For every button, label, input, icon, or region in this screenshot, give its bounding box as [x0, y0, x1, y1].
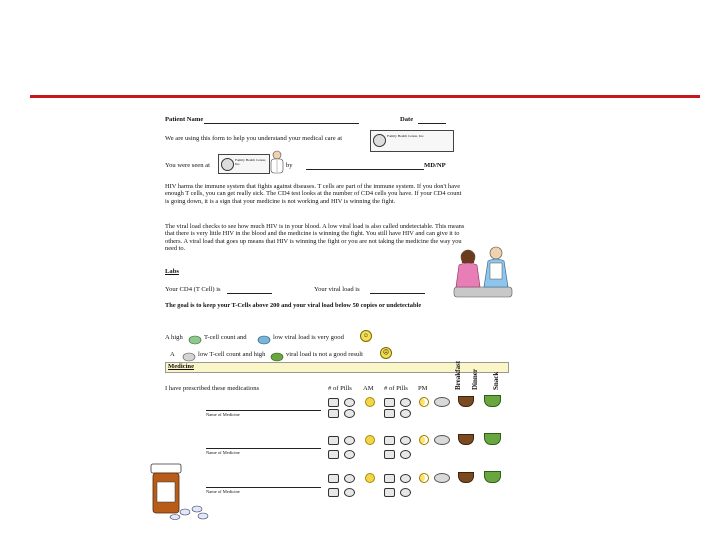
- pill-checkbox-am[interactable]: [328, 436, 339, 445]
- medicine-title: Medicine: [168, 363, 195, 370]
- pm-header: PM: [418, 385, 428, 392]
- sad-face-icon: ☹: [380, 347, 392, 359]
- moon-icon[interactable]: [419, 397, 429, 407]
- thumbs-up-icon: [188, 332, 202, 350]
- med-name-label: Name of Medicine: [206, 412, 240, 417]
- clinic-logo-small: [218, 154, 270, 174]
- breakfast-plate-icon[interactable]: [434, 473, 450, 483]
- immune-paragraph: HIV harms the immune system that fights against diseases. T cells are part of the immune system. If you don't have enough T cells, you can get really sick. The CD4 test looks at the number of CD4 cells you have. If your CD4 count is going down, it is a sign that your medicine is not working and HIV is winning the fight.: [165, 183, 462, 205]
- patient-name-label: Patient Name: [165, 116, 204, 123]
- breakfast-header: Breakfast: [454, 360, 462, 390]
- pill-checkbox-am[interactable]: [344, 398, 355, 407]
- clinic-seal-small-icon: [221, 158, 234, 171]
- dinner-bowl-icon[interactable]: [458, 396, 474, 407]
- prescribed-text: I have prescribed these medications: [165, 385, 260, 392]
- viral-load-label: Your viral load is: [314, 286, 360, 293]
- lab-results-form: [162, 110, 512, 520]
- pill-checkbox-pm[interactable]: [400, 436, 411, 445]
- seen-at-label: You were seen at: [165, 162, 210, 169]
- pill-checkbox-am[interactable]: [344, 488, 355, 497]
- breakfast-plate-icon[interactable]: [434, 435, 450, 445]
- pill-checkbox-pm[interactable]: [400, 488, 411, 497]
- clinic-logo-text: Family Health Center, Inc.: [387, 134, 425, 138]
- pills-am-header: # of Pills: [328, 385, 352, 392]
- pill-checkbox-am[interactable]: [344, 474, 355, 483]
- pill-checkbox-pm[interactable]: [400, 398, 411, 407]
- breakfast-plate-icon[interactable]: [434, 397, 450, 407]
- provider-line: [306, 169, 424, 170]
- pill-checkbox-am[interactable]: [328, 398, 339, 407]
- pill-checkbox-am[interactable]: [328, 409, 339, 418]
- pill-checkbox-am[interactable]: [344, 436, 355, 445]
- good-result-c: low viral load is very good: [273, 334, 344, 341]
- moon-icon[interactable]: [419, 473, 429, 483]
- moon-icon[interactable]: [419, 435, 429, 445]
- snack-header: Snack: [492, 371, 500, 390]
- pill-checkbox-am[interactable]: [344, 450, 355, 459]
- good-result-a: A high: [165, 334, 183, 341]
- med-name-label: Name of Medicine: [206, 450, 240, 455]
- sun-icon[interactable]: [365, 473, 375, 483]
- pill-checkbox-am[interactable]: [344, 409, 355, 418]
- pill-checkbox-am[interactable]: [328, 488, 339, 497]
- date-label: Date: [400, 116, 414, 123]
- pill-bottle-illustration: [145, 462, 215, 520]
- dinner-header: Dinner: [471, 369, 479, 390]
- med-name-label: Name of Medicine: [206, 489, 240, 494]
- pill-checkbox-am[interactable]: [328, 474, 339, 483]
- snack-fruit-icon[interactable]: [484, 433, 501, 445]
- dinner-bowl-icon[interactable]: [458, 472, 474, 483]
- doctor-patient-illustration: [452, 243, 514, 301]
- date-line: [418, 123, 446, 124]
- pills-pm-header: # of Pills: [384, 385, 408, 392]
- patient-name-line: [204, 123, 359, 124]
- pill-checkbox-pm[interactable]: [384, 409, 395, 418]
- pill-checkbox-pm[interactable]: [400, 409, 411, 418]
- snack-fruit-icon[interactable]: [484, 471, 501, 483]
- by-label: by: [286, 162, 293, 169]
- happy-face-icon: ☺: [360, 330, 372, 342]
- pill-checkbox-pm[interactable]: [400, 474, 411, 483]
- cd4-line: [227, 293, 272, 294]
- good-result-b: T-cell count and: [204, 334, 247, 341]
- bad-result-a: A: [170, 351, 175, 358]
- bad-result-c: viral load is not a good result: [286, 351, 363, 358]
- cd4-label: Your CD4 (T Cell) is: [165, 286, 221, 293]
- pill-checkbox-pm[interactable]: [384, 488, 395, 497]
- mdnp-label: MD/NP: [424, 162, 446, 169]
- intro-text: We are using this form to help you understand your medical care at: [165, 135, 343, 142]
- sun-icon[interactable]: [365, 435, 375, 445]
- clinic-logo-small-text: Family Health Center, Inc.: [235, 158, 267, 166]
- clinic-seal-icon: [373, 134, 386, 147]
- clinic-logo: [370, 130, 454, 152]
- pill-checkbox-pm[interactable]: [384, 450, 395, 459]
- viral-load-line: [370, 293, 425, 294]
- virus-low-icon: [257, 332, 271, 350]
- bad-result-b: low T-cell count and high: [198, 351, 266, 358]
- snack-fruit-icon[interactable]: [484, 395, 501, 407]
- am-header: AM: [363, 385, 374, 392]
- goal-text: The goal is to keep your T-Cells above 200 and your viral load below 50 copies or undetectable: [165, 302, 422, 309]
- doctor-icon: [268, 150, 286, 174]
- dinner-bowl-icon[interactable]: [458, 434, 474, 445]
- viral-load-paragraph: The viral load checks to see how much HIV is in your blood. A low viral load is also called undetectable. This means that there is very little HIV in the blood and the medicine is winning the fight. You still have HIV and can give it to others. A viral load that goes up means that HIV is winning the fight or you are not taking the medicine the way you need to.: [165, 223, 465, 253]
- title-rule: [30, 95, 700, 98]
- labs-title: Labs: [165, 268, 179, 275]
- pill-checkbox-am[interactable]: [328, 450, 339, 459]
- pill-checkbox-pm[interactable]: [400, 450, 411, 459]
- pill-checkbox-pm[interactable]: [384, 436, 395, 445]
- pill-checkbox-pm[interactable]: [384, 398, 395, 407]
- sun-icon[interactable]: [365, 397, 375, 407]
- pill-checkbox-pm[interactable]: [384, 474, 395, 483]
